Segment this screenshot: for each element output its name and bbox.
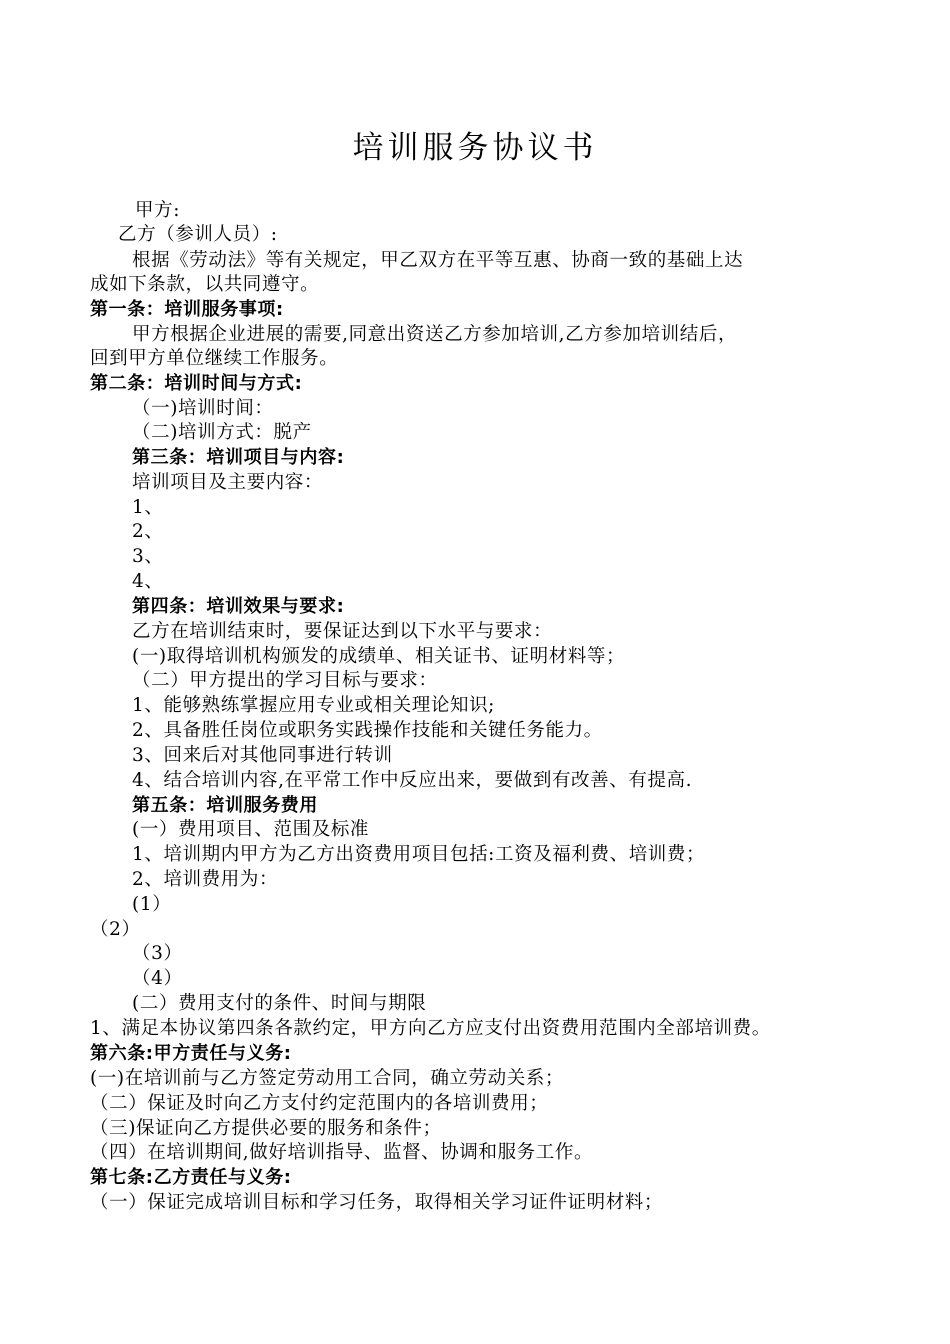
party-b-line: 乙方（参训人员）: xyxy=(118,224,278,245)
article-5-item-1: (一）费用项目、范围及标准 xyxy=(132,819,370,840)
article-3-item-4: 4、 xyxy=(132,571,164,592)
article-5-item-2: (二）费用支付的条件、时间与期限 xyxy=(132,993,427,1014)
article-6-item-1: (一)在培训前与乙方签定劳动用工合同，确立劳动关系； xyxy=(90,1068,565,1089)
preamble-line-2: 成如下条款，以共同遵守。 xyxy=(90,274,320,295)
article-4-sub-2: 2、具备胜任岗位或职务实践操作技能和关键任务能力。 xyxy=(132,720,603,741)
article-4-item-2: （二）甲方提出的学习目标与要求： xyxy=(132,670,438,691)
fee-item-1: (1） xyxy=(132,894,172,915)
article-4-sub-3: 3、回来后对其他同事进行转训 xyxy=(132,745,393,766)
fee-item-3: （3） xyxy=(132,943,183,964)
article-4-item-1: (一)取得培训机构颁发的成绩单、相关证书、证明材料等； xyxy=(132,646,626,667)
article-7-heading: 第七条:乙方责任与义务: xyxy=(90,1167,292,1188)
article-3-text: 培训项目及主要内容： xyxy=(132,472,324,493)
article-6-heading: 第六条:甲方责任与义务: xyxy=(90,1043,292,1064)
fee-item-4: （4） xyxy=(132,968,183,989)
fee-item-2: （2） xyxy=(90,919,141,940)
article-3-item-2: 2、 xyxy=(132,521,164,542)
article-5-sub-1: 1、培训期内甲方为乙方出资费用项目包括:工资及福利费、培训费； xyxy=(132,844,706,865)
party-a-line: 甲方: xyxy=(135,200,181,221)
article-1-text-2: 回到甲方单位继续工作服务。 xyxy=(90,348,339,369)
article-4-sub-1: 1、能够熟练掌握应用专业或相关理论知识; xyxy=(132,695,496,716)
article-2-heading: 第二条：培训时间与方式: xyxy=(90,373,303,394)
article-6-item-2: （二）保证及时向乙方支付约定范围内的各培训费用； xyxy=(90,1093,549,1114)
article-3-heading: 第三条：培训项目与内容: xyxy=(132,447,345,468)
article-4-sub-4: 4、结合培训内容,在平常工作中反应出来，要做到有改善、有提高. xyxy=(132,770,693,791)
article-5-sub-2: 2、培训费用为： xyxy=(132,869,279,890)
article-7-item-1: （一）保证完成培训目标和学习任务，取得相关学习证件证明材料； xyxy=(90,1192,664,1213)
article-6-item-3: （三)保证向乙方提供必要的服务和条件； xyxy=(90,1118,442,1139)
article-3-item-1: 1、 xyxy=(132,497,164,518)
article-2-item-1: （一)培训时间： xyxy=(132,398,274,419)
article-4-text: 乙方在培训结束时，要保证达到以下水平与要求： xyxy=(132,621,553,642)
article-6-item-4: （四）在培训期间,做好培训指导、监督、协调和服务工作。 xyxy=(90,1142,594,1163)
article-5-heading: 第五条：培训服务费用 xyxy=(132,795,318,816)
preamble-line-1: 根据《劳动法》等有关规定，甲乙双方在平等互惠、协商一致的基础上达 xyxy=(132,250,744,271)
article-4-heading: 第四条：培训效果与要求: xyxy=(132,596,345,617)
article-1-heading: 第一条：培训服务事项: xyxy=(90,299,284,320)
article-2-item-2: （二)培训方式：脱产 xyxy=(132,422,312,443)
article-5-item-2-sub-1: 1、满足本协议第四条各款约定，甲方向乙方应支付出资费用范围内全部培训费。 xyxy=(90,1018,771,1039)
article-1-text-1: 甲方根据企业进展的需要,同意出资送乙方参加培训,乙方参加培训结后， xyxy=(132,324,738,345)
document-title: 培训服务协议书 xyxy=(352,130,598,166)
article-3-item-3: 3、 xyxy=(132,546,164,567)
